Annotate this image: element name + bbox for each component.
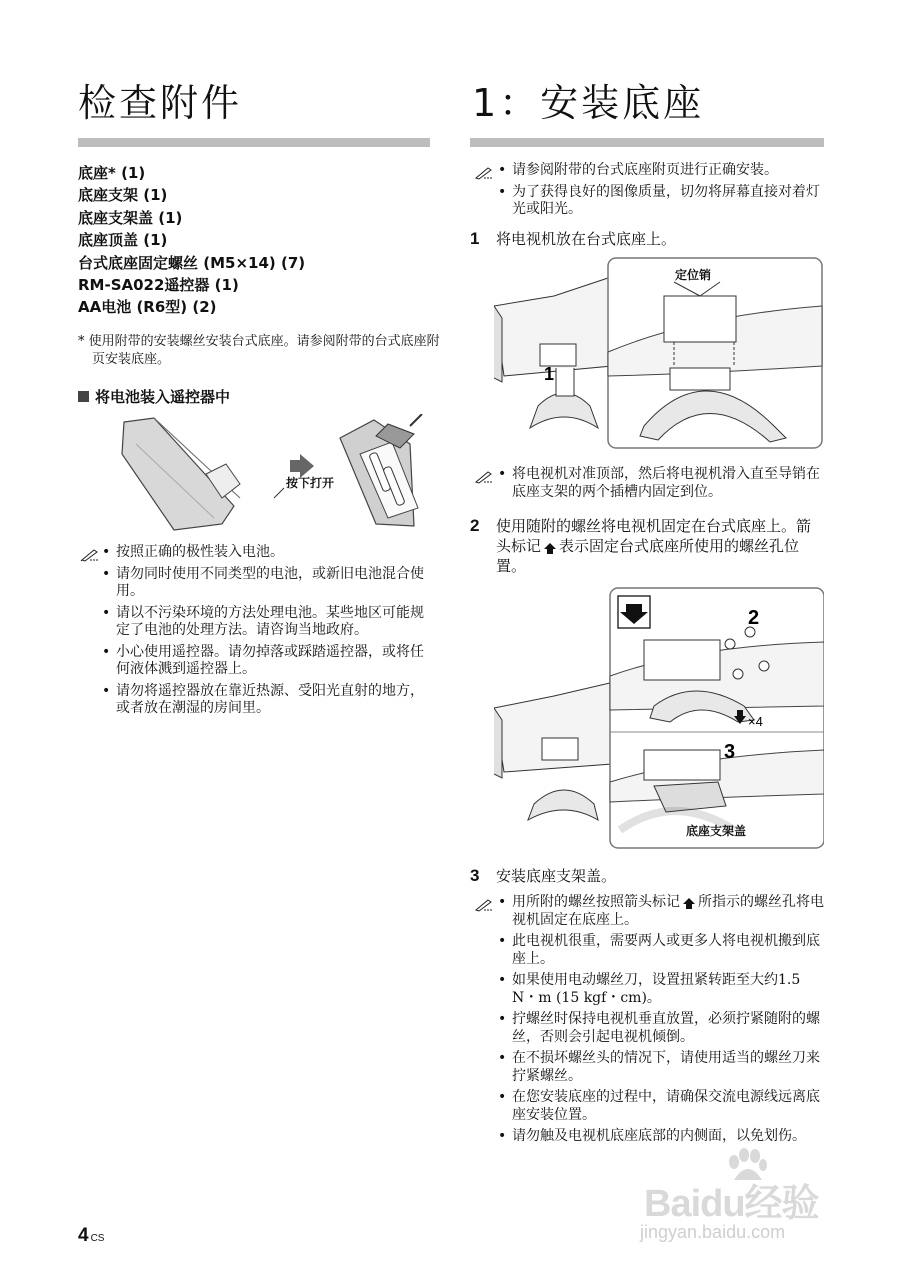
list-item: • 此电视机很重，需要两人或更多人将电视机搬到底座上。 — [498, 933, 828, 968]
note-pen-icon — [474, 470, 494, 484]
list-item: • 请勿将遥控器放在靠近热源、受阳光直射的地方，或者放在潮湿的房间里。 — [102, 683, 430, 718]
intro-notes — [498, 162, 828, 223]
page-title-accessories: 检查附件 — [78, 81, 243, 125]
callout-number: 3 — [724, 741, 736, 763]
list-item: 底座顶盖 (1) — [78, 231, 168, 250]
list-item: • 拧螺丝时保持电视机垂直放置，必须拧紧随附的螺丝，否则会引起电视机倾倒。 — [498, 1011, 828, 1046]
step1-notes — [498, 466, 828, 505]
list-item: AA电池 (R6型) (2) — [78, 298, 217, 317]
step-text: 安装底座支架盖。 — [496, 867, 617, 885]
watermark-url: jingyan.baidu.com — [640, 1222, 786, 1242]
callout-number: 2 — [748, 607, 760, 629]
page-number-value: 4 — [78, 1225, 89, 1246]
step-number: 2 — [470, 516, 480, 535]
list-item: • 如果使用电动螺丝刀，设置扭紧转距至大约1.5 N・m (15 kgf・cm)。 — [498, 972, 828, 1007]
note-text-a: 用所附的螺丝按照箭头标记 — [512, 894, 680, 910]
arrow-up-icon — [683, 898, 695, 904]
baidu-watermark — [640, 1148, 840, 1248]
note-text-b: 所指示的螺丝孔将电视机固定在底座上。 — [512, 894, 824, 928]
watermark-brand: Baidu经验 — [644, 1183, 819, 1225]
list-item — [498, 894, 828, 929]
callout-number: 1 — [544, 364, 555, 384]
step-2 — [470, 516, 822, 576]
page-lang-code: CS — [90, 1233, 105, 1244]
title-rule — [78, 138, 430, 147]
list-item: • 为了获得良好的图像质量，切勿将屏幕直接对着灯光或阳光。 — [498, 184, 828, 219]
list-item: • 请参阅附带的台式底座附页进行正确安装。 — [498, 162, 828, 180]
battery-notes — [102, 544, 430, 722]
press-open-label: 按下打开 — [286, 476, 335, 490]
alignment-pin-label: 定位销 — [675, 268, 712, 282]
step-text — [470, 516, 822, 576]
list-item: 台式底座固定螺丝 (M5×14) (7) — [78, 253, 306, 272]
step3-notes — [498, 894, 828, 1150]
page-number — [78, 1225, 104, 1247]
accessory-list — [78, 162, 305, 319]
step-1 — [470, 229, 820, 249]
title-rule — [470, 138, 824, 147]
list-item: • 小心使用遥控器。请勿掉落或踩踏遥控器，或将任何液体溅到遥控器上。 — [102, 644, 430, 679]
arrow-up-icon — [544, 543, 556, 549]
battery-heading-text: 将电池装入遥控器中 — [95, 388, 231, 406]
list-item: • 在您安装底座的过程中，请确保交流电源线远离底座安装位置。 — [498, 1089, 828, 1124]
list-item: • 在不损坏螺丝头的情况下，请使用适当的螺丝刀来拧紧螺丝。 — [498, 1050, 828, 1085]
footnote: * 使用附带的安装螺丝安装台式底座。请参阅附带的台式底座附页安装底座。 — [78, 334, 440, 367]
list-item: 底座* (1) — [78, 164, 146, 182]
note-pen-icon — [474, 166, 494, 180]
page-title-install-stand: 1：安装底座 — [472, 81, 705, 125]
list-item: • 请勿同时使用不同类型的电池，或新旧电池混合使用。 — [102, 566, 430, 601]
step-number: 1 — [470, 229, 480, 248]
note-pen-icon — [80, 548, 100, 562]
note-pen-icon — [474, 898, 494, 912]
step-number: 3 — [470, 866, 480, 885]
step-text-b: 表示固定台式底座所使用的螺丝孔位置。 — [496, 537, 800, 575]
list-item: RM-SA022遥控器 (1) — [78, 276, 239, 295]
step2-illustration — [494, 586, 824, 850]
list-item: • 将电视机对准顶部，然后将电视机滑入直至导销在底座支架的两个插槽内固定到位。 — [498, 466, 828, 501]
list-item: • 按照正确的极性装入电池。 — [102, 544, 430, 562]
step1-illustration — [494, 256, 824, 452]
stand-neck-cover-label: 底座支架盖 — [686, 824, 747, 838]
list-item: 底座支架盖 (1) — [78, 208, 183, 227]
list-item: • 请勿触及电视机底座底部的内侧面，以免划伤。 — [498, 1128, 828, 1146]
list-item: • 请以不污染环境的方法处理电池。某些地区可能规定了电池的处理方法。请咨询当地政府。 — [102, 605, 430, 640]
step-text-a: 使用随附的螺丝将电视机固定在台式底座上。箭头标记 — [496, 517, 812, 555]
screw-count: ×4 — [748, 714, 763, 729]
battery-remote-illustration — [114, 414, 430, 532]
list-item: 底座支架 (1) — [78, 186, 168, 205]
square-bullet-icon — [78, 391, 89, 402]
step-text: 将电视机放在台式底座上。 — [496, 230, 677, 248]
battery-heading — [78, 386, 230, 407]
step-3 — [470, 866, 820, 886]
